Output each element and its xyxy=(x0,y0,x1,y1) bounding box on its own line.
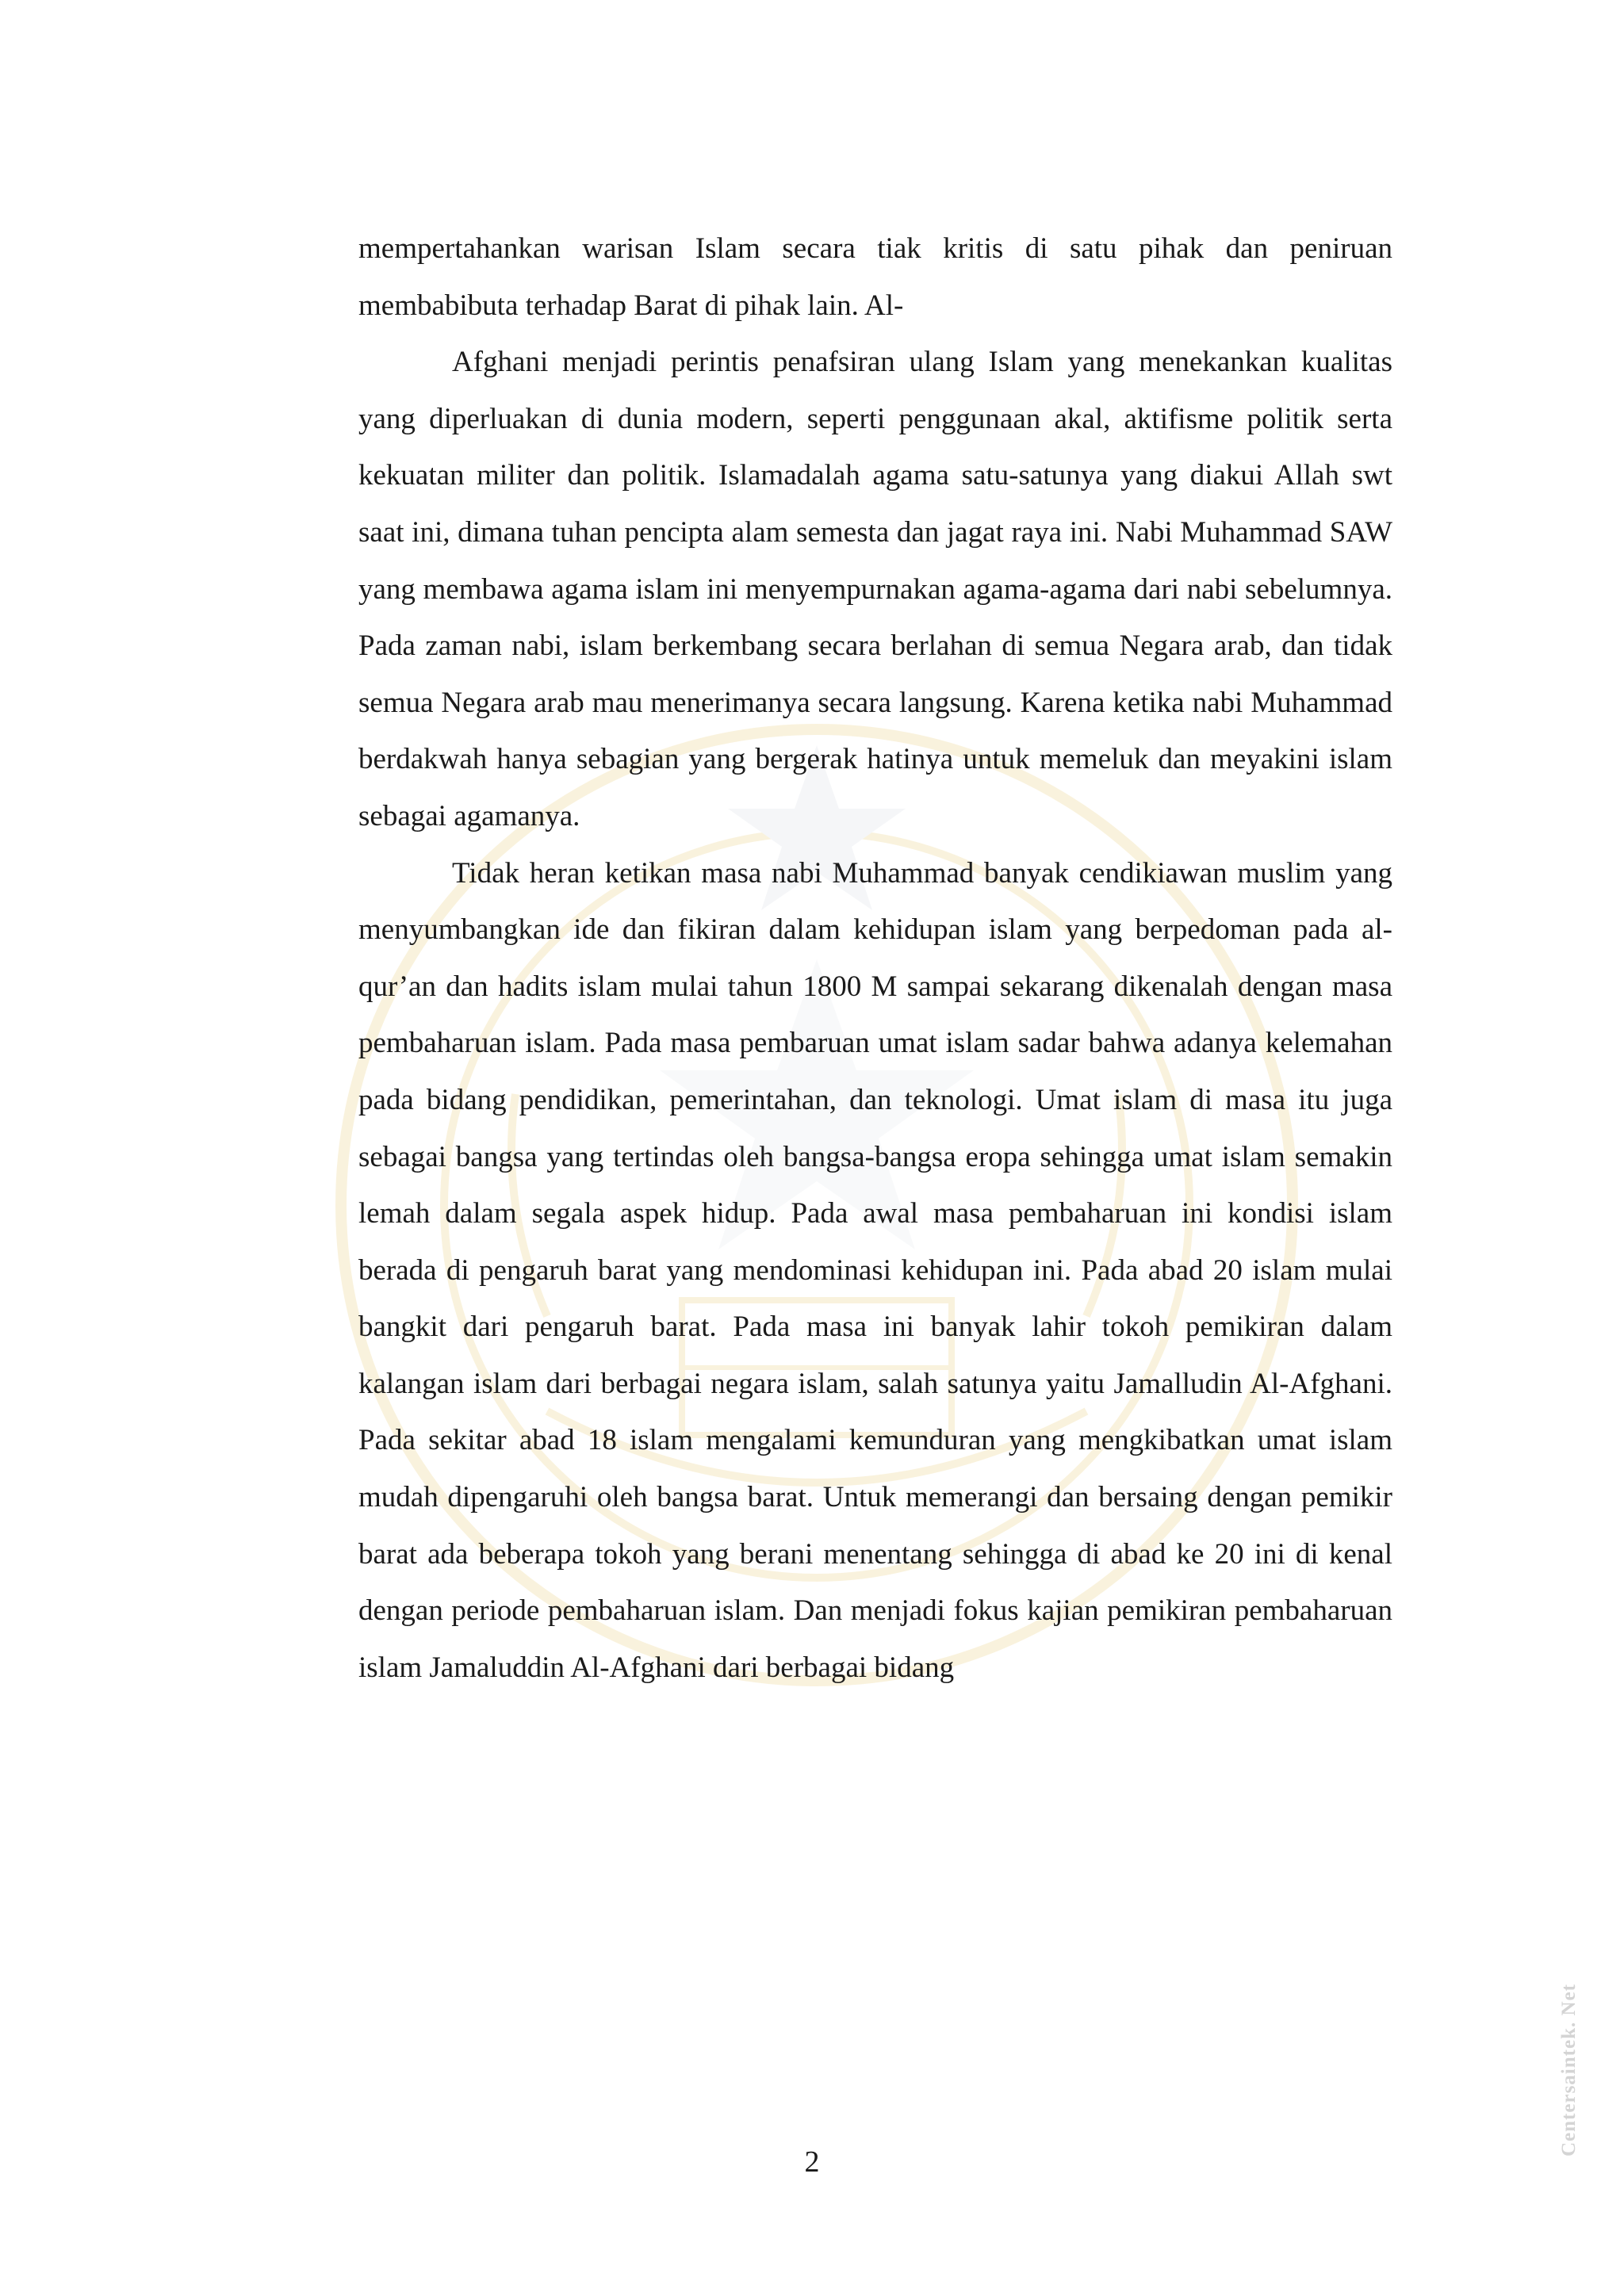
paragraph-2: Afghani menjadi perintis penafsiran ulang Islam yang menekankan kualitas yang diperluakan di dunia modern, seperti penggunaan akal, aktifisme politik serta kekuatan militer dan politik. Islamadalah agama satu-satunya yang diakui Allah swt saat ini, dimana tuhan pencipta alam semesta dan jagat raya ini. Nabi Muhammad SAW yang membawa agama islam ini menyempurnakan agama-agama dari nabi sebelumnya. Pada zaman nabi, islam berkembang secara berlahan di semua Negara arab, dan tidak semua Negara arab mau menerimanya secara langsung. Karena ketika nabi Muhammad berdakwah hanya sebagian yang bergerak hatinya untuk memeluk dan meyakini islam sebagai agamanya. xyxy=(358,346,1392,832)
side-watermark-text: Centersaintek. Net xyxy=(1558,1984,1580,2156)
body-text xyxy=(358,220,1392,1696)
paragraph-1: mempertahankan warisan Islam secara tiak kritis di satu pihak dan peniruan membabibuta terhadap Barat di pihak lain. Al- xyxy=(358,232,1392,322)
page-number: 2 xyxy=(804,2145,820,2179)
paragraph-3: Tidak heran ketikan masa nabi Muhammad banyak cendikiawan muslim yang menyumbangkan ide dan fikiran dalam kehidupan islam yang berpedoman pada al-qur’an dan hadits islam mulai tahun 1800 M sampai sekarang dikenalah dengan masa pembaharuan islam. Pada masa pembaruan umat islam sadar bahwa adanya kelemahan pada bidang pendidikan, pemerintahan, dan teknologi. Umat islam di masa itu juga sebagai bangsa yang tertindas oleh bangsa-bangsa eropa sehingga umat islam semakin lemah dalam segala aspek hidup. Pada awal masa pembaharuan ini kondisi islam berada di pengaruh barat yang mendominasi kehidupan ini. Pada abad 20 islam mulai bangkit dari pengaruh barat. Pada masa ini banyak lahir tokoh pemikiran dalam kalangan islam dari berbagai negara islam, salah satunya yaitu Jamalludin Al-Afghani. Pada sekitar abad 18 islam mengalami kemunduran yang mengkibatkan umat islam mudah dipengaruhi oleh bangsa barat. Untuk memerangi dan bersaing dengan pemikir barat ada beberapa tokoh yang berani menentang sehingga di abad ke 20 ini di kenal dengan periode pembaharuan islam. Dan menjadi fokus kajian pemikiran pembaharuan islam Jamaluddin Al-Afghani dari berbagai bidang xyxy=(358,856,1392,1684)
